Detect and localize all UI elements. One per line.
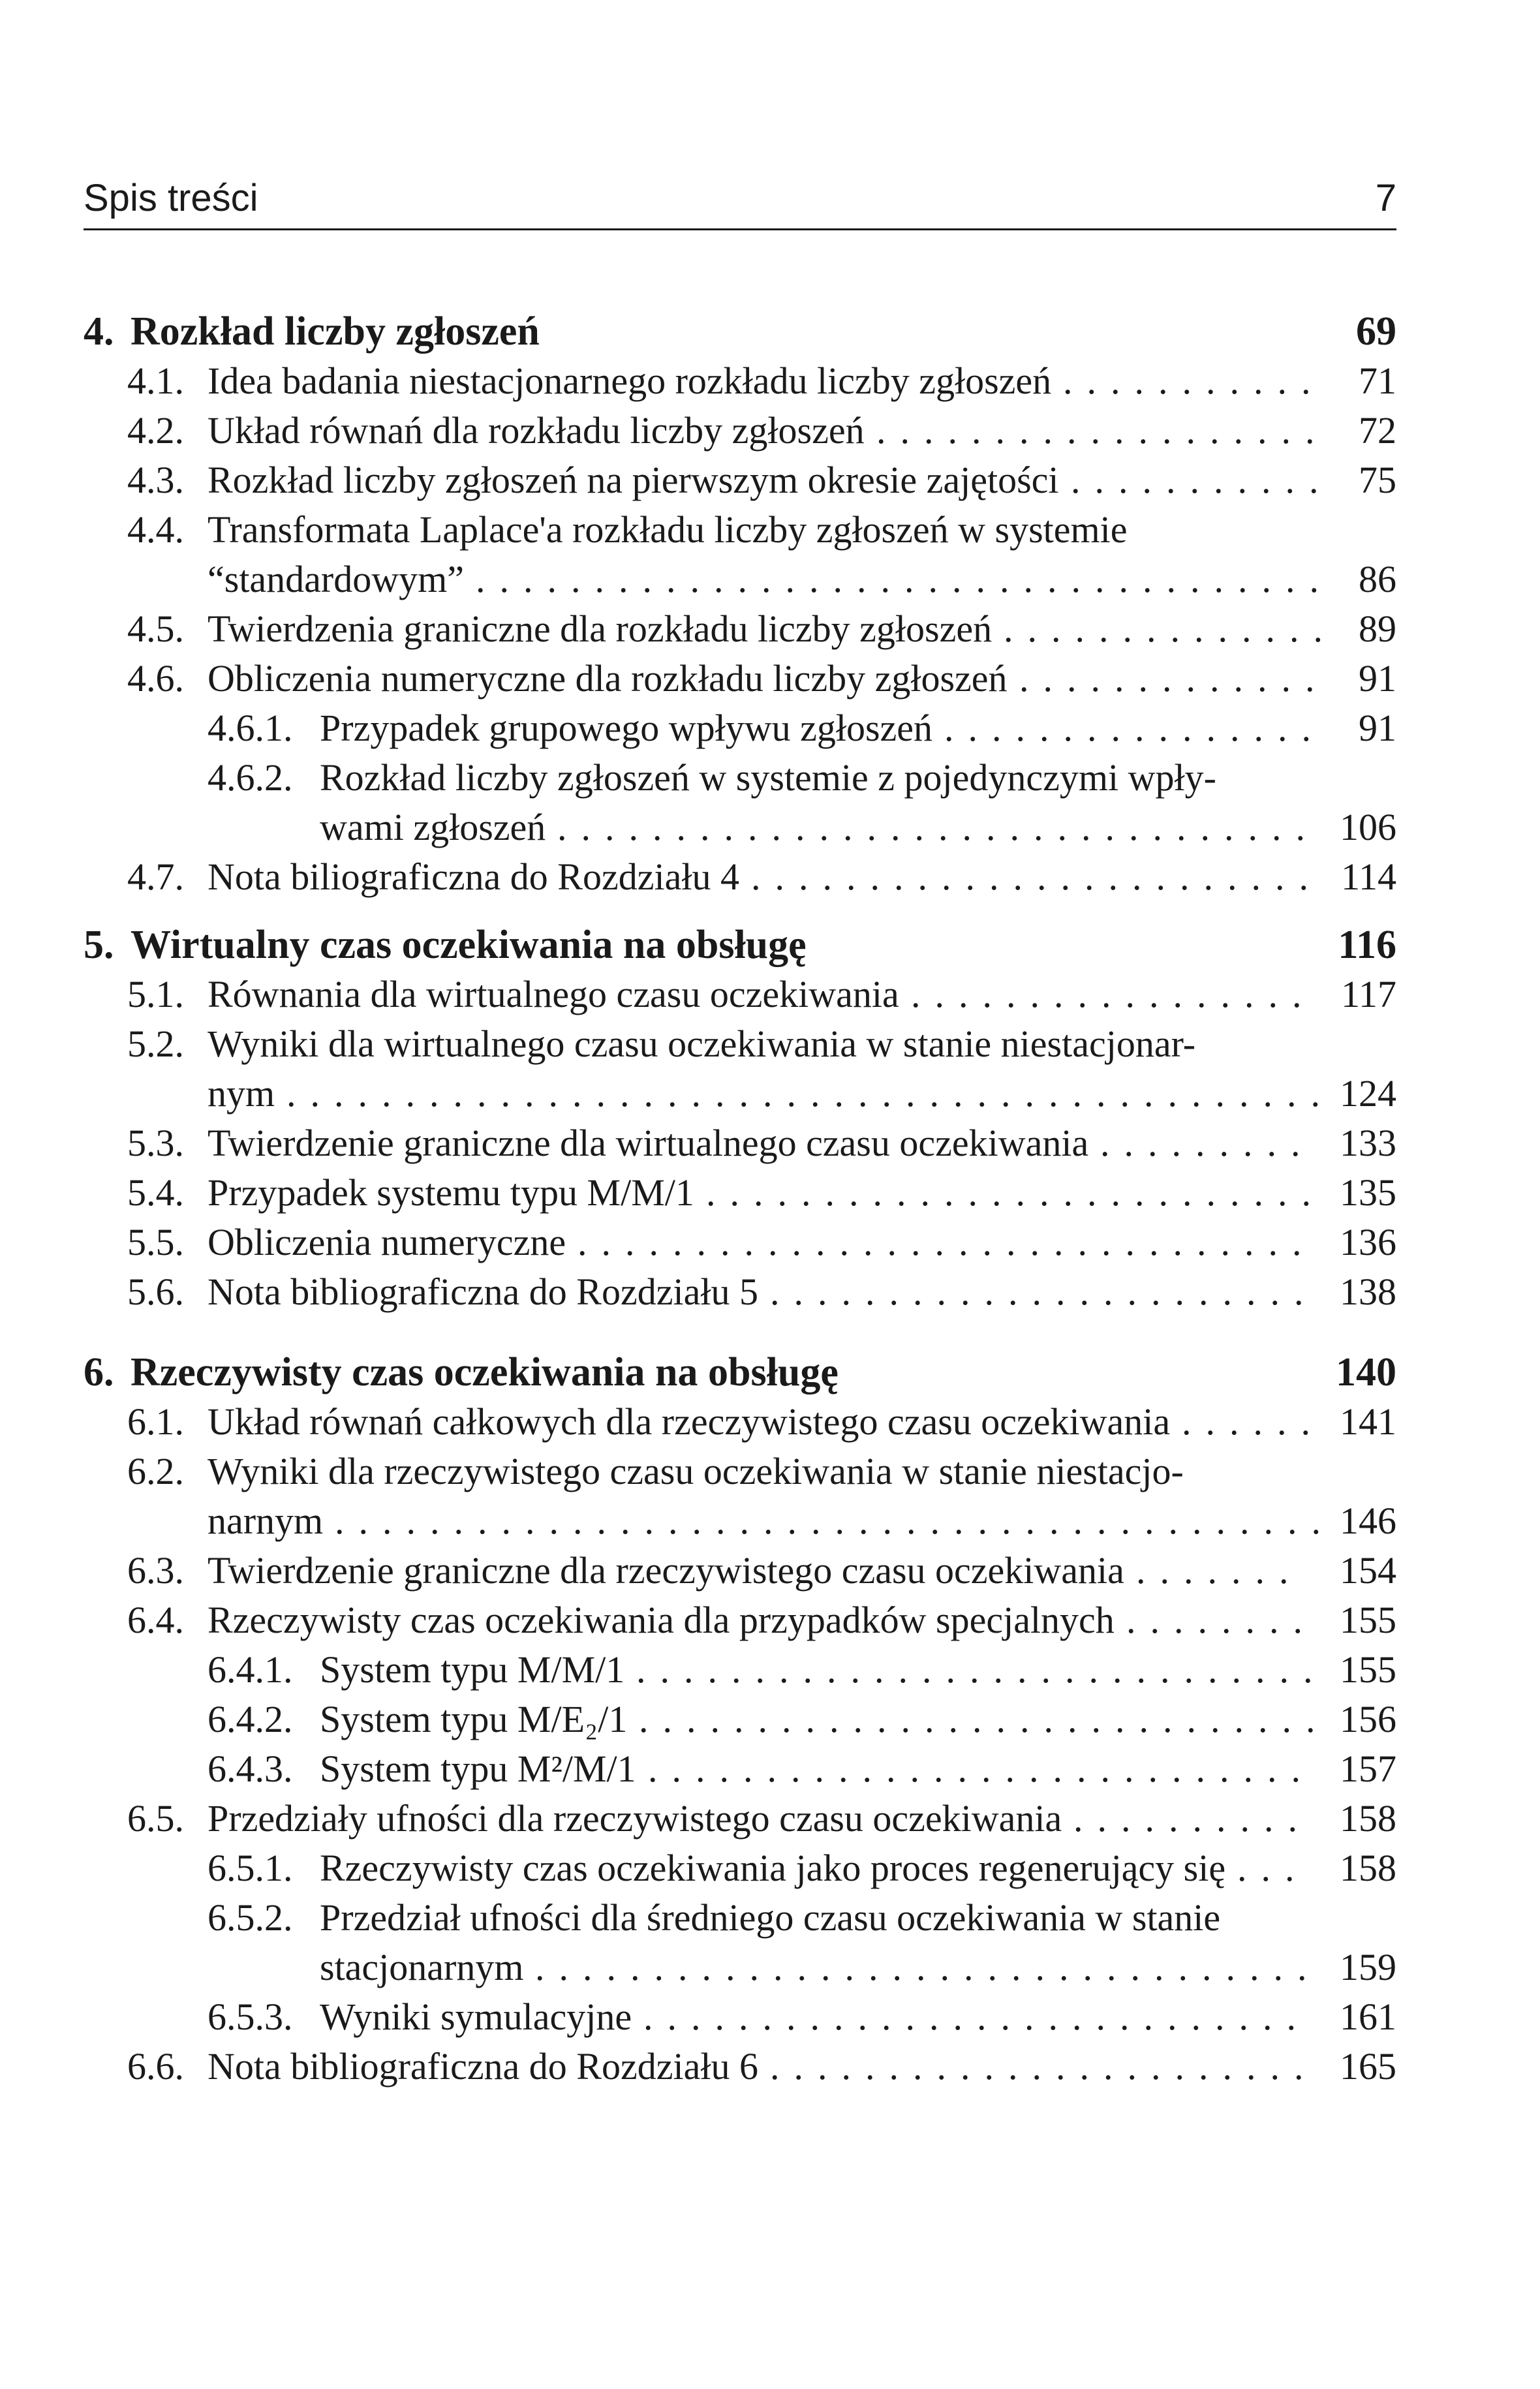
- chapter-title: Wirtualny czas oczekiwania na obsługę: [131, 923, 807, 967]
- section-page: 146: [1340, 1500, 1396, 1542]
- section-page: 71: [1359, 360, 1396, 402]
- section-title: Rozkład liczby zgłoszeń na pierwszym okresie zajętości: [208, 459, 1059, 501]
- section-number: 4.7.: [127, 855, 184, 898]
- dot-leader: ..............: [1004, 608, 1337, 650]
- toc-section-entry[interactable]: [0, 852, 1540, 902]
- section-number: 4.6.2.: [208, 756, 293, 799]
- toc-entry-continuation[interactable]: [0, 803, 1540, 852]
- section-number: 4.2.: [127, 409, 184, 452]
- chapter-number: 6.: [84, 1350, 114, 1395]
- toc-section-entry[interactable]: [0, 1218, 1540, 1267]
- toc-entry-continuation[interactable]: [0, 555, 1540, 604]
- section-title: Wyniki dla rzeczywistego czasu oczekiwania w stanie niestacjo-: [208, 1450, 1184, 1492]
- section-number: 5.6.: [127, 1271, 184, 1313]
- dot-leader: ................................: [557, 806, 1319, 848]
- section-title: Wyniki symulacyjne: [320, 1996, 632, 2038]
- toc-chapter-entry[interactable]: [0, 1348, 1540, 1397]
- section-title: Przedziały ufności dla rzeczywistego czasu oczekiwania: [208, 1797, 1062, 1840]
- section-page: 117: [1341, 973, 1396, 1015]
- section-title: System typu M²/M/1: [320, 1748, 636, 1790]
- section-title: Przypadek systemu typu M/M/1: [208, 1171, 694, 1214]
- section-title: Układ równań dla rozkładu liczby zgłoszeń: [208, 409, 865, 452]
- dot-leader: .......................: [770, 1271, 1318, 1313]
- section-number: 6.5.2.: [208, 1896, 293, 1939]
- section-title-continuation: nym: [208, 1072, 275, 1115]
- section-page: 141: [1340, 1400, 1396, 1443]
- dot-leader: .............................: [639, 1698, 1330, 1740]
- section-number: 4.5.: [127, 608, 184, 650]
- dot-leader: ........................: [751, 855, 1323, 898]
- section-page: 91: [1359, 707, 1396, 749]
- toc-section-entry[interactable]: [0, 604, 1540, 654]
- dot-leader: ............................: [643, 1996, 1310, 2038]
- section-number: 6.4.2.: [208, 1698, 293, 1740]
- dot-leader: ...........: [1063, 360, 1325, 402]
- dot-leader: .........: [1100, 1122, 1315, 1164]
- section-title: Układ równań całkowych dla rzeczywistego czasu oczekiwania: [208, 1400, 1171, 1443]
- dot-leader: .............................: [636, 1648, 1327, 1691]
- chapter-number: 5.: [84, 923, 114, 967]
- toc-section-entry[interactable]: [0, 654, 1540, 703]
- dot-leader: ..........................................: [335, 1500, 1335, 1542]
- toc-subsection-entry[interactable]: [0, 1992, 1540, 2042]
- section-number: 6.5.: [127, 1797, 184, 1840]
- section-title: Transformata Laplace'a rozkładu liczby zgłoszeń w systemie: [208, 508, 1128, 551]
- chapter-page: 116: [1338, 923, 1396, 967]
- section-number: 6.6.: [127, 2045, 184, 2088]
- toc-section-entry[interactable]: [0, 406, 1540, 455]
- toc-section-entry[interactable]: [0, 1397, 1540, 1447]
- dot-leader: ...................: [876, 409, 1329, 452]
- chapter-page: 140: [1336, 1350, 1396, 1395]
- section-page: 158: [1340, 1847, 1396, 1889]
- section-number: 5.3.: [127, 1122, 184, 1164]
- section-page: 161: [1340, 1996, 1396, 2038]
- section-title: Przedział ufności dla średniego czasu oczekiwania w stanie: [320, 1896, 1221, 1939]
- toc-section-entry[interactable]: [0, 505, 1540, 555]
- section-title: Rzeczywisty czas oczekiwania dla przypadków specjalnych: [208, 1599, 1115, 1641]
- section-number: 4.6.: [127, 657, 184, 700]
- section-page: 86: [1359, 558, 1396, 600]
- section-title: Równania dla wirtualnego czasu oczekiwania: [208, 973, 899, 1015]
- section-page: 89: [1359, 608, 1396, 650]
- section-page: 158: [1340, 1797, 1396, 1840]
- section-page: 154: [1340, 1549, 1396, 1592]
- section-page: 133: [1340, 1122, 1396, 1164]
- toc-chapter-entry[interactable]: [0, 307, 1540, 356]
- section-title: Idea badania niestacjonarnego rozkładu liczby zgłoszeń: [208, 360, 1052, 402]
- section-number: 4.6.1.: [208, 707, 293, 749]
- section-title-continuation: narnym: [208, 1500, 324, 1542]
- chapter-number: 4.: [84, 309, 114, 354]
- section-page: 106: [1340, 806, 1396, 848]
- section-number: 4.3.: [127, 459, 184, 501]
- dot-leader: .................................: [535, 1946, 1321, 1988]
- dot-leader: ............................: [648, 1748, 1315, 1790]
- section-title: System typu M/M/1: [320, 1648, 625, 1691]
- toc-subsection-entry[interactable]: [0, 1744, 1540, 1794]
- chapter-page: 69: [1356, 309, 1396, 354]
- section-page: 124: [1340, 1072, 1396, 1115]
- dot-leader: ..........................: [706, 1171, 1325, 1214]
- toc-section-entry[interactable]: [0, 1546, 1540, 1595]
- section-number: 6.4.3.: [208, 1748, 293, 1790]
- section-title: Nota bibliograficzna do Rozdziału 5: [208, 1271, 758, 1313]
- section-page: 135: [1340, 1171, 1396, 1214]
- toc-subsection-entry[interactable]: [0, 703, 1540, 753]
- toc-entry-continuation[interactable]: [0, 1069, 1540, 1118]
- section-number: 6.4.: [127, 1599, 184, 1641]
- section-page: 138: [1340, 1271, 1396, 1313]
- section-title: Obliczenia numeryczne dla rozkładu liczby zgłoszeń: [208, 657, 1008, 700]
- dot-leader: ........: [1126, 1599, 1317, 1641]
- section-page: 136: [1340, 1221, 1396, 1263]
- toc-section-entry[interactable]: [0, 1595, 1540, 1645]
- toc-entry-continuation[interactable]: [0, 1943, 1540, 1992]
- toc-subsection-entry[interactable]: [0, 1893, 1540, 1943]
- section-page: 155: [1340, 1599, 1396, 1641]
- section-title: Obliczenia numeryczne: [208, 1221, 566, 1263]
- dot-leader: ................: [944, 707, 1325, 749]
- dot-leader: ...............................: [578, 1221, 1316, 1263]
- dot-leader: ............................................: [286, 1072, 1334, 1115]
- toc-section-entry[interactable]: [0, 1267, 1540, 1317]
- toc-subsection-entry[interactable]: [0, 753, 1540, 803]
- section-number: 6.1.: [127, 1400, 184, 1443]
- toc-section-entry[interactable]: [0, 1794, 1540, 1843]
- section-title-continuation: “standardowym”: [208, 558, 464, 600]
- section-number: 6.4.1.: [208, 1648, 293, 1691]
- dot-leader: .......: [1136, 1549, 1303, 1592]
- toc-subsection-entry[interactable]: [0, 1645, 1540, 1695]
- section-number: 6.2.: [127, 1450, 184, 1492]
- dot-leader: ..........: [1073, 1797, 1312, 1840]
- section-page: 157: [1340, 1748, 1396, 1790]
- dot-leader: ...........: [1071, 459, 1333, 501]
- toc-entry-continuation[interactable]: [0, 1496, 1540, 1546]
- dot-leader: .......................: [770, 2045, 1318, 2088]
- toc-section-entry[interactable]: [0, 1168, 1540, 1218]
- section-title: Wyniki dla wirtualnego czasu oczekiwania w stanie niestacjonar-: [208, 1023, 1196, 1065]
- chapter-title: Rzeczywisty czas oczekiwania na obsługę: [131, 1350, 839, 1395]
- section-title: Rozkład liczby zgłoszeń w systemie z pojedynczymi wpły-: [320, 756, 1216, 799]
- section-page: 165: [1340, 2045, 1396, 2088]
- section-title: Rzeczywisty czas oczekiwania jako proces regenerujący się: [320, 1847, 1226, 1889]
- dot-leader: ......: [1182, 1400, 1325, 1443]
- toc-section-entry[interactable]: [0, 1447, 1540, 1496]
- dot-leader: .............: [1019, 657, 1329, 700]
- section-number: 6.3.: [127, 1549, 184, 1592]
- section-title: Przypadek grupowego wpływu zgłoszeń: [320, 707, 933, 749]
- section-number: 5.2.: [127, 1023, 184, 1065]
- toc-section-entry[interactable]: [0, 356, 1540, 406]
- toc-subsection-entry[interactable]: [0, 1695, 1540, 1744]
- section-number: 5.4.: [127, 1171, 184, 1214]
- running-head-page-number: 7: [1375, 177, 1396, 219]
- section-page: 75: [1359, 459, 1396, 501]
- toc-section-entry[interactable]: [0, 455, 1540, 505]
- section-page: 91: [1359, 657, 1396, 700]
- section-title: Nota biliograficzna do Rozdziału 4: [208, 855, 739, 898]
- section-page: 72: [1359, 409, 1396, 452]
- dot-leader: ...: [1237, 1847, 1309, 1889]
- section-title: Twierdzenia graniczne dla rozkładu liczby zgłoszeń: [208, 608, 993, 650]
- section-number: 5.5.: [127, 1221, 184, 1263]
- section-title: System typu M/E₂/1: [320, 1698, 628, 1740]
- toc-section-entry[interactable]: [0, 970, 1540, 1019]
- section-title-continuation: wami zgłoszeń: [320, 806, 546, 848]
- section-number: 4.1.: [127, 360, 184, 402]
- section-page: 114: [1341, 855, 1396, 898]
- section-title-continuation: stacjonarnym: [320, 1946, 524, 1988]
- section-number: 5.1.: [127, 973, 184, 1015]
- section-number: 6.5.3.: [208, 1996, 293, 2038]
- section-page: 155: [1340, 1648, 1396, 1691]
- dot-leader: .................: [911, 973, 1316, 1015]
- dot-leader: ....................................: [476, 558, 1333, 600]
- toc-section-entry[interactable]: [0, 2042, 1540, 2091]
- chapter-title: Rozkład liczby zgłoszeń: [131, 309, 540, 354]
- running-head-title: Spis treści: [84, 177, 258, 219]
- section-title: Nota bibliograficzna do Rozdziału 6: [208, 2045, 758, 2088]
- toc-section-entry[interactable]: [0, 1019, 1540, 1069]
- section-page: 159: [1340, 1946, 1396, 1988]
- section-page: 156: [1340, 1698, 1396, 1740]
- section-title: Twierdzenie graniczne dla rzeczywistego czasu oczekiwania: [208, 1549, 1124, 1592]
- section-number: 6.5.1.: [208, 1847, 293, 1889]
- section-title: Twierdzenie graniczne dla wirtualnego czasu oczekiwania: [208, 1122, 1089, 1164]
- toc-chapter-entry[interactable]: [0, 920, 1540, 970]
- section-number: 4.4.: [127, 508, 184, 551]
- toc-section-entry[interactable]: [0, 1118, 1540, 1168]
- toc-subsection-entry[interactable]: [0, 1843, 1540, 1893]
